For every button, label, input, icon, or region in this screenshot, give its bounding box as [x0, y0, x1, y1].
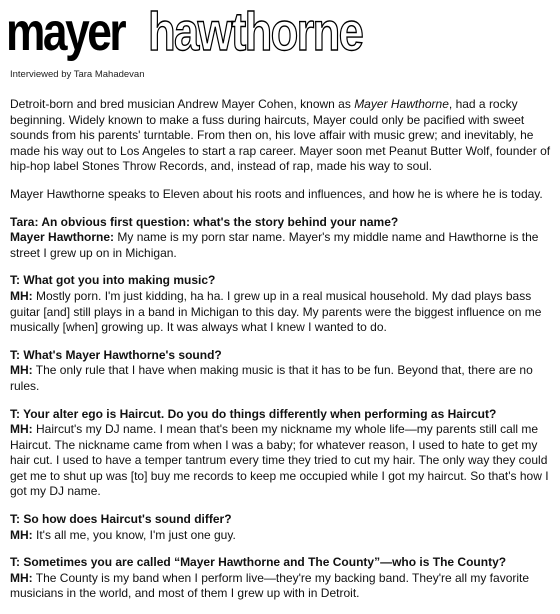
intro-artist-name: Mayer Hawthorne: [354, 97, 449, 111]
answer-text: Mostly porn. I'm just kidding, ha ha. I grew up in a real musical household. My dad plays bass guitar [and] still plays in a band in Michigan to this day. My parents were the biggest influence on me musically [when] growing up. It was always what I knew I wanted to do.: [10, 288, 542, 335]
qa-block: [10, 555, 555, 602]
answer-speaker: MH:: [10, 570, 33, 585]
qa-block: [10, 273, 555, 335]
article-body: [10, 97, 555, 614]
qa-block: [10, 512, 555, 543]
byline: Interviewed by Tara Mahadevan: [10, 69, 145, 80]
title-last-word: hawthorne: [148, 2, 363, 62]
question: T: So how does Haircut's sound differ?: [10, 512, 232, 527]
answer-text: My name is my porn star name. Mayer's my middle name and Hawthorne is the street I grew up on in Michigan.: [10, 230, 539, 260]
answer-speaker: MH:: [10, 422, 33, 437]
answer-text: The County is my band when I perform live—they're my backing band. They're all my favorite musicians in the world, and most of them I grew up with in Detroit.: [10, 570, 530, 601]
intro-paragraph: [10, 97, 555, 175]
question: T: Your alter ego is Haircut. Do you do things differently when performing as Haircut?: [10, 406, 497, 421]
intro-text-start: Detroit-born and bred musician Andrew Mayer Cohen, known as: [10, 97, 355, 111]
intro-paragraph-2: Mayer Hawthorne speaks to Eleven about his roots and influences, and how he is where he is today.: [10, 186, 543, 201]
question: T: Sometimes you are called “Mayer Hawthorne and The County”—who is The County?: [10, 555, 507, 570]
question: T: What's Mayer Hawthorne's sound?: [10, 347, 222, 362]
answer-speaker: MH:: [10, 363, 33, 378]
intro-text-end: , had a rocky beginning. Widely known to make a fuss during haircuts, Mayer could only be pacified with sweet sounds from his parents' turntable. From then on, his love affair with music grew; and inevitably, he made his way out to Los Angeles to start a rap career. Mayer soon met Peanut Butter Wolf, founder of hip-hop label Stones Throw Records, and, instead of rap, made his way to soul.: [10, 97, 551, 174]
title-first-word: mayer: [6, 2, 125, 62]
answer-text: The only rule that I have when making music is that it has to be fun. Beyond that, there are no rules.: [10, 363, 533, 393]
masthead-title: [6, 1, 363, 63]
answer-speaker: MH:: [10, 288, 33, 303]
qa-block: [10, 215, 555, 262]
answer-text: It's all me, you know, I'm just one guy.: [32, 527, 236, 542]
answer-speaker: Mayer Hawthorne:: [10, 230, 115, 245]
answer-speaker: MH:: [10, 527, 33, 542]
answer-text: Haircut's my DJ name. I mean that's been my nickname my whole life—my parents still call me Haircut. The nickname came from when I was a baby; for whatever reason, I used to hate to get my hair cut. I used to have a temper tantrum every time they tried to cut my hair. The only way they could get me to shut up was [to] buy me records to keep me occupied while I got my haircut. So that's how I got my DJ name.: [10, 422, 549, 499]
question: Tara: An obvious first question: what's the story behind your name?: [10, 214, 399, 229]
question: T: What got you into making music?: [10, 273, 216, 288]
qa-block: [10, 348, 555, 395]
qa-block: [10, 407, 555, 501]
